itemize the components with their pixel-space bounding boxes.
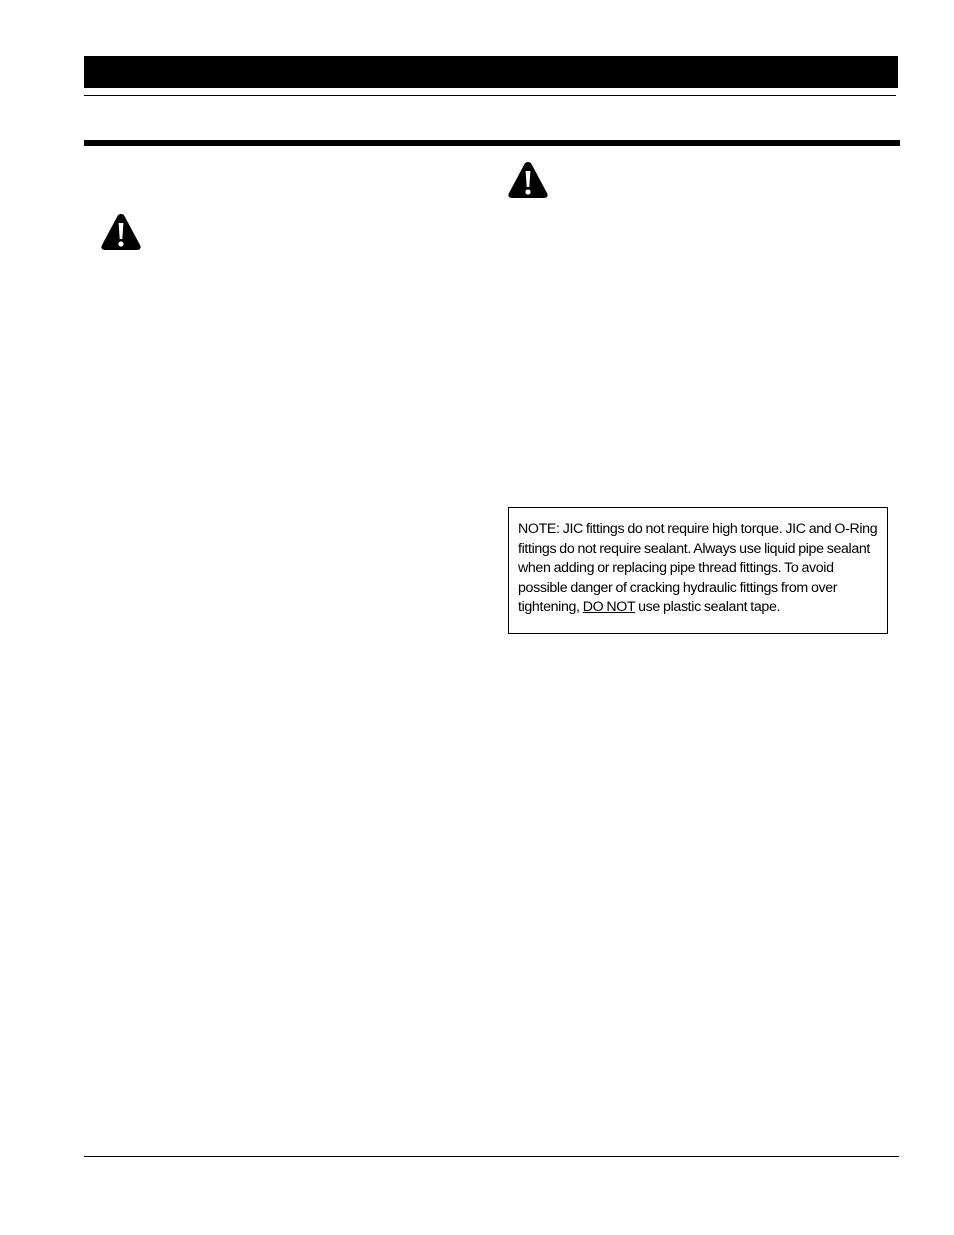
note-box [508,507,888,634]
warning-triangle-icon [507,160,549,200]
section-rule [84,140,900,146]
footer-rule [84,1156,899,1157]
note-emphasis: DO NOT [582,599,636,615]
header-bar [84,56,898,88]
warning-triangle-icon [100,212,142,252]
note-text-end: use plastic sealant tape. [635,599,781,615]
note-text: NOTE: JIC fittings do not require high torque. JIC and O-Ring fittings do not require sealant. Always use liquid pipe sealant when adding or replacing pipe thread fittings. To avoid possible danger of cracking hydraulic fittings from over tightening, [518,521,878,615]
header-rule [84,95,896,96]
